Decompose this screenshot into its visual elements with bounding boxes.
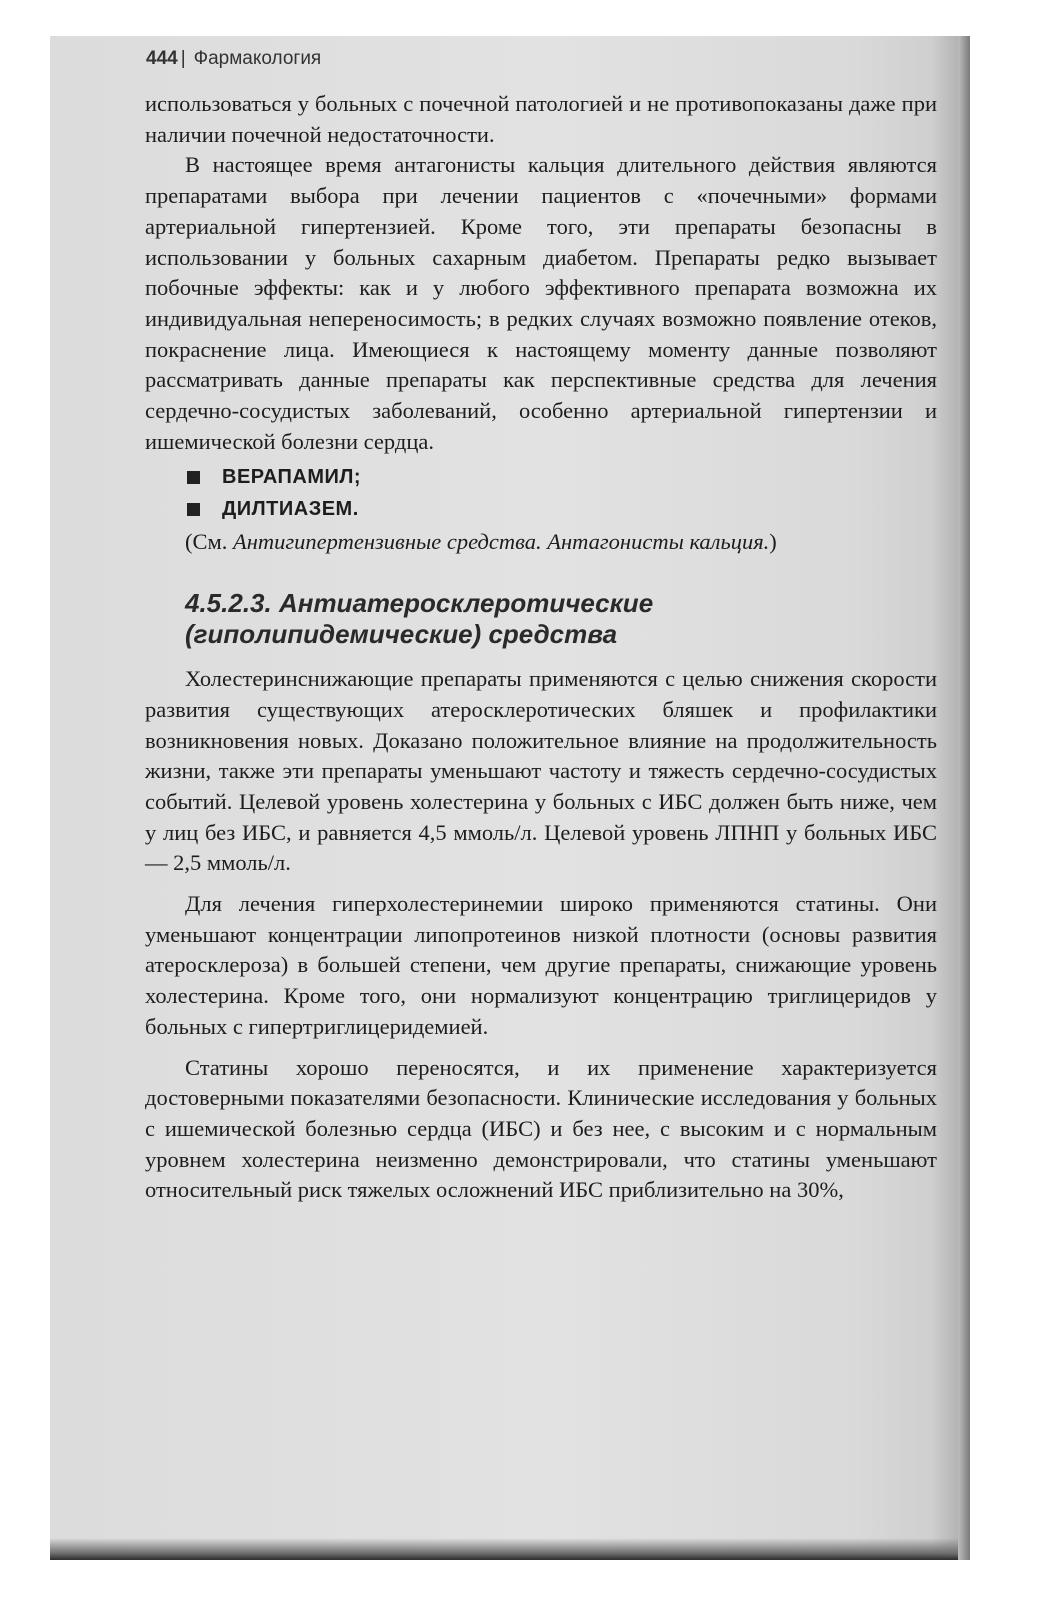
reference-prefix: (См. [185, 529, 233, 555]
drug-list [145, 461, 937, 525]
section-heading [185, 588, 937, 650]
list-item-label: ВЕРАПАМИЛ; [222, 465, 362, 488]
running-title: Фармакология [193, 48, 322, 69]
paragraph-calcium-antagonists: В настоящее время антагонисты кальция длительного действия являются препаратами выбора при лечении пациентов с «почечными» формами артериальной гипертензией. Кроме того, эти препараты безопасны в использовании у больных сахарным диабетом. Препараты редко вызывает побочные эффекты: как и у любого эффективного препарата возможна их индивидуальная непереносимость; в редких случаях возможно появление отеков, покраснение лица. Имеющиеся к настоящему моменту данные позволяют рассматривать данные препараты как перспективные средства для лечения сердечно-сосудистых заболеваний, особенно артериальной гипертензии и ишемической болезни сердца. [145, 152, 937, 454]
reference-italic: Антигипертензивные средства. Антагонисты кальция. [233, 529, 770, 555]
square-bullet-icon [187, 503, 200, 516]
paragraph-continuation: использоваться у больных с почечной патологией и не противопоказаны даже при наличии почечной недостаточности. [145, 91, 937, 147]
section-heading-line-2: (гиполипидемические) средства [185, 619, 618, 650]
page-number: 444 [146, 48, 178, 69]
scanned-page [50, 36, 968, 1560]
list-item [145, 461, 937, 493]
header-separator: | [180, 48, 186, 69]
paragraph-cholesterol: Холестеринснижающие препараты применяются с целью снижения скорости развития существующих атеросклеротических бляшек и профилактики возникновения новых. Доказано положительное влияние на продолжительность жизни, также эти препараты уменьшают частоту и тяжесть сердечно-сосудистых событий. Целевой уровень холестерина у больных с ИБС должен быть ниже, чем у лиц без ИБС, и равняется 4,5 ммоль/л. Целевой уровень ЛПНП у больных ИБС — 2,5 ммоль/л. [145, 666, 937, 876]
page-edge-shadow [958, 36, 970, 1560]
paragraph-statins: Для лечения гиперхолестеринемии широко применяются статины. Они уменьшают концентрации липопротеинов низкой плотности (основы развития атеросклероза) в большей степени, чем другие препараты, снижающие уровень холестерина. Кроме того, они нормализуют концентрацию триглицеридов у больных с гипертриглицеридемией. [145, 891, 937, 1039]
list-item [145, 493, 937, 525]
square-bullet-icon [187, 471, 200, 484]
body-text [145, 89, 937, 1206]
section-heading-line-1: 4.5.2.3. Антиатеросклеротические [185, 588, 654, 619]
cross-reference [145, 527, 937, 558]
running-header [146, 48, 321, 70]
paragraph-statins-safety: Статины хорошо переносятся, и их применение характеризуется достоверными показателями безопасности. Клинические исследования у больных с ишемической болезнью сердца (ИБС) и без нее, с высоким и с нормальным уровнем холестерина неизменно демонстрировали, что статины уменьшают относительный риск тяжелых осложнений ИБС приблизительно на 30%, [145, 1054, 937, 1203]
list-item-label: ДИЛТИАЗЕМ. [222, 497, 359, 520]
reference-suffix: ) [769, 529, 777, 555]
